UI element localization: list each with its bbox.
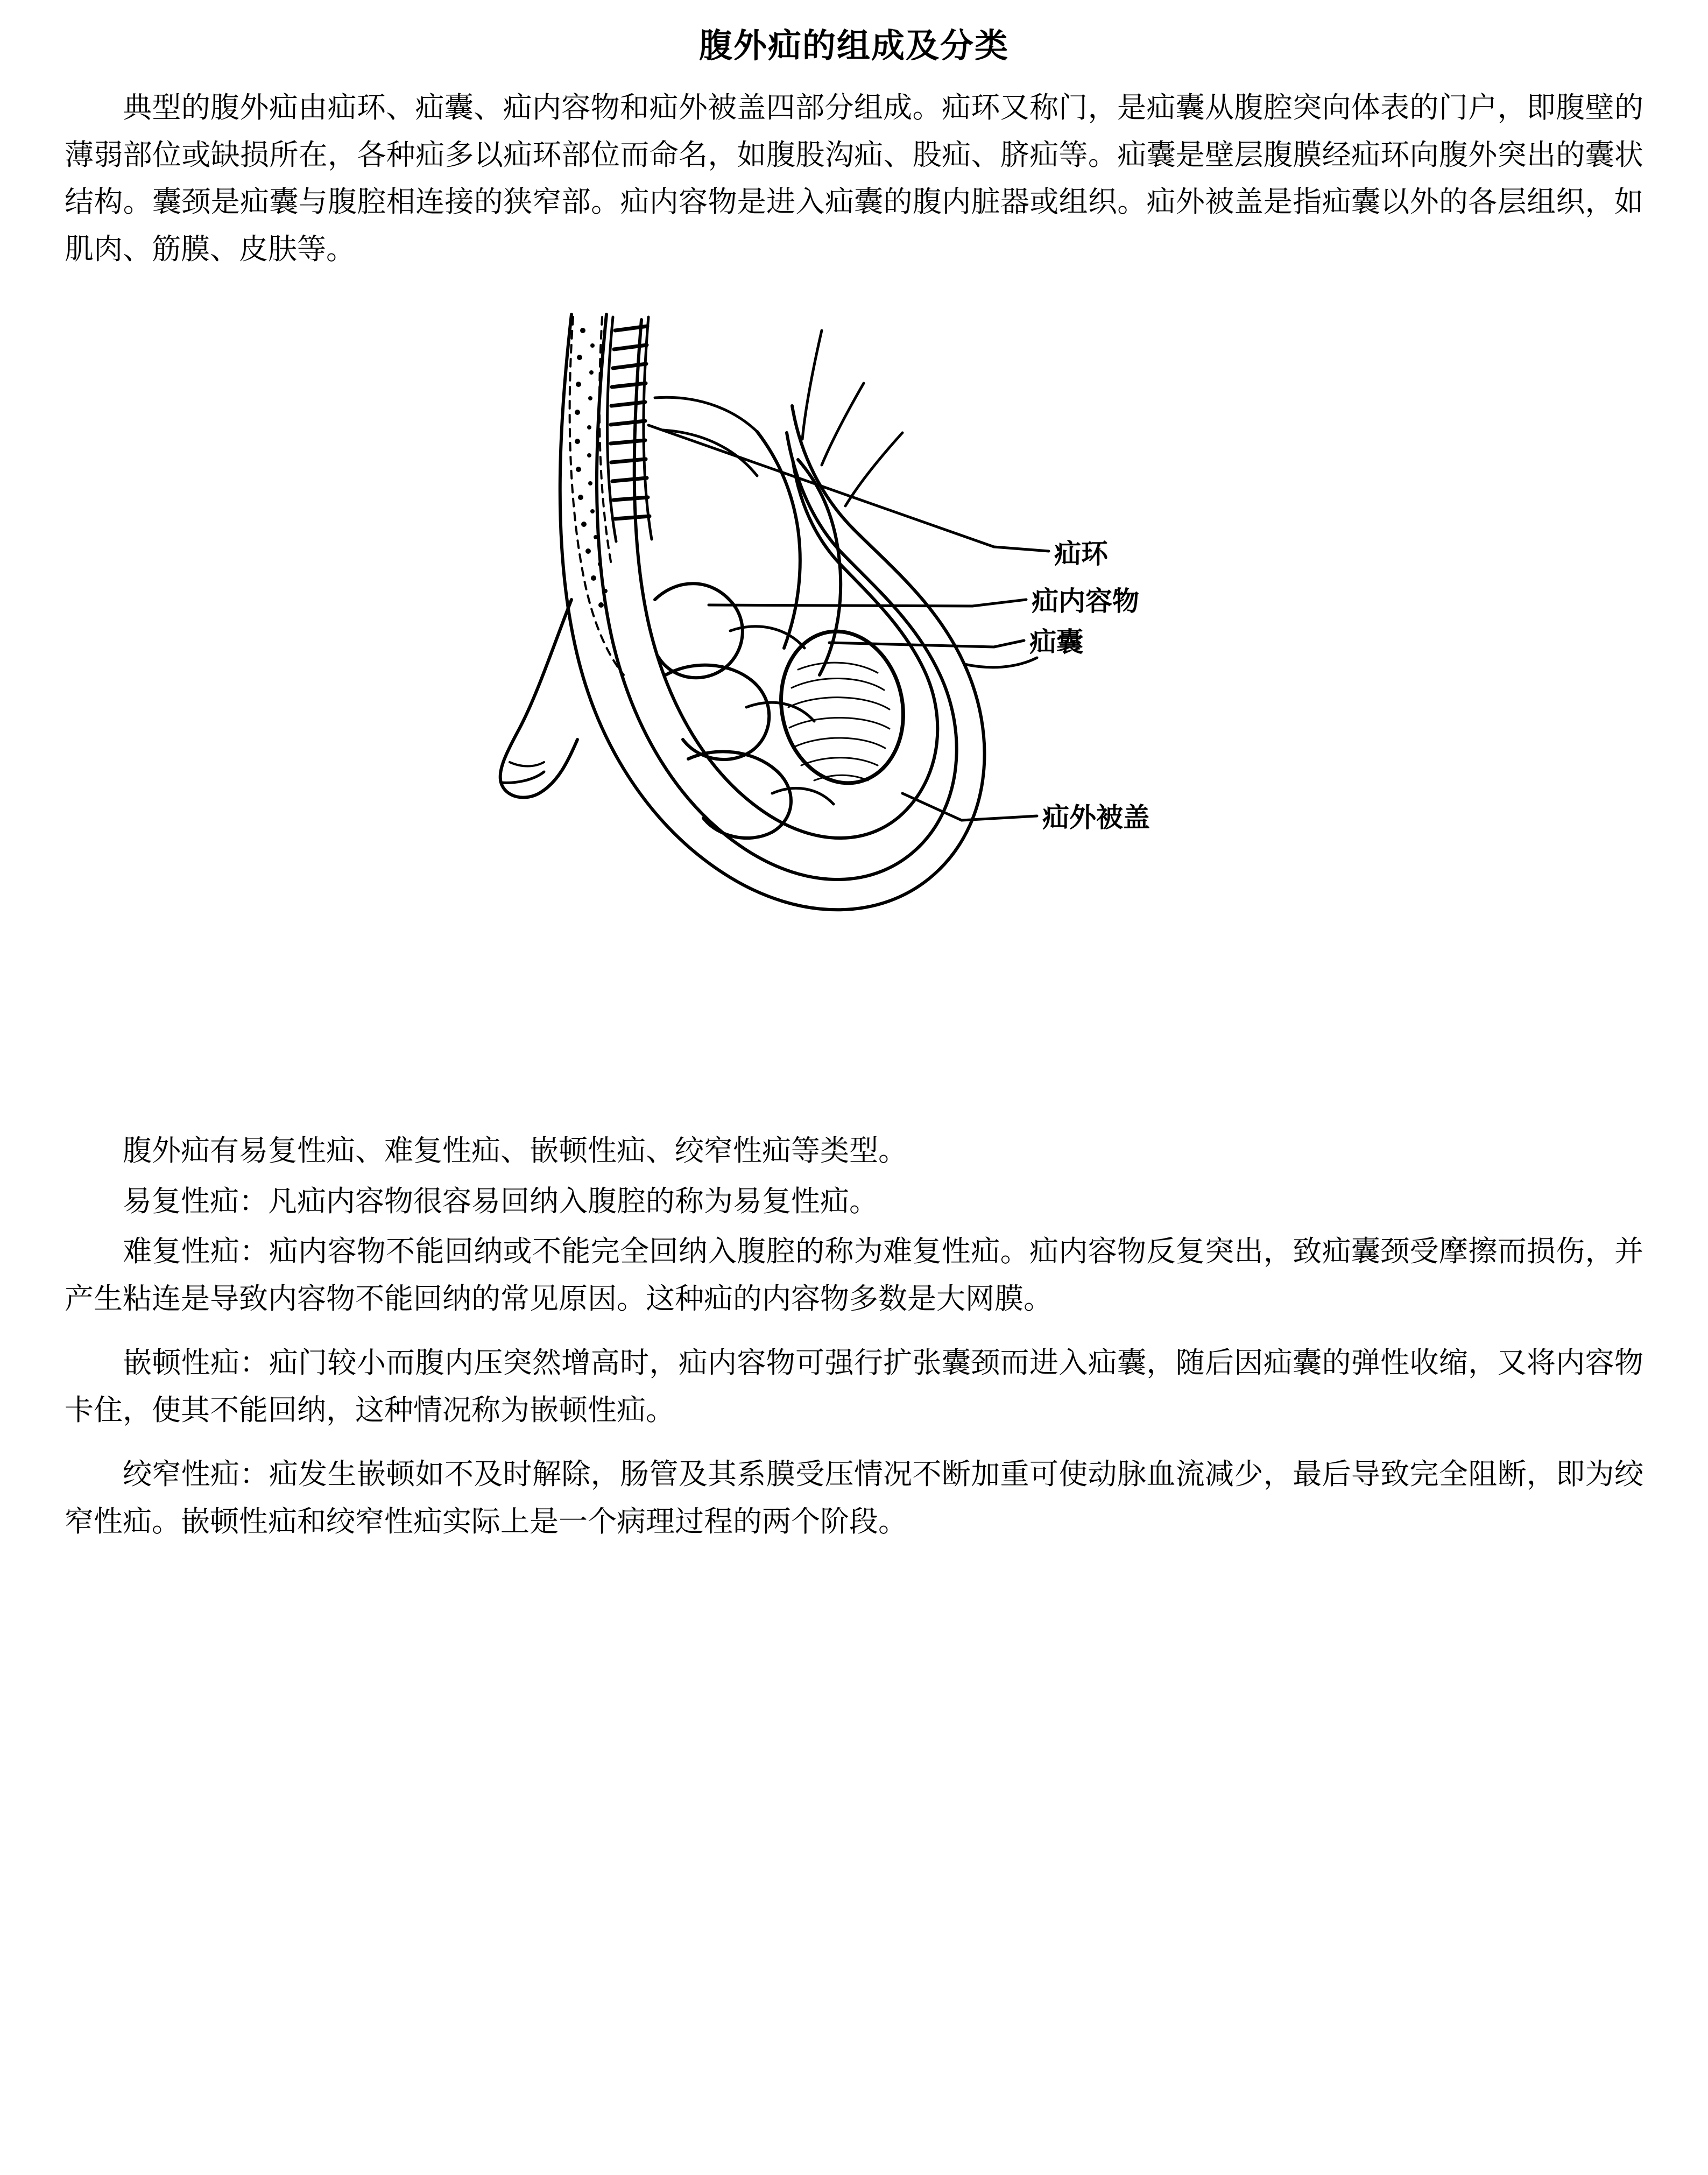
- hernia-diagram-svg: [477, 298, 1231, 1106]
- paragraph-irreducible-hernia: 难复性疝：疝内容物不能回纳或不能完全回纳入腹腔的称为难复性疝。疝内容物反复突出，致疝囊颈受摩擦而损伤，并产生粘连是导致内容物不能回纳的常见原因。这种疝的内容物多数是大网膜。: [65, 1234, 1643, 1315]
- hernia-anatomy-figure: [65, 298, 1643, 1106]
- label-hernia-ring: 疝环: [1054, 538, 1108, 570]
- label-hernia-covering: 疝外被盖: [1042, 802, 1150, 834]
- paragraph-reducible-hernia: 易复性疝：凡疝内容物很容易回纳入腹腔的称为易复性疝。: [123, 1184, 878, 1218]
- label-hernia-contents: 疝内容物: [1032, 586, 1139, 617]
- label-hernia-sac: 疝囊: [1029, 627, 1083, 658]
- paragraph-types-overview: 腹外疝有易复性疝、难复性疝、嵌顿性疝、绞窄性疝等类型。: [123, 1134, 907, 1168]
- paragraph-composition: 典型的腹外疝由疝环、疝囊、疝内容物和疝外被盖四部分组成。疝环又称门，是疝囊从腹腔突向体表的门户，即腹壁的薄弱部位或缺损所在，各种疝多以疝环部位而命名，如腹股沟疝、股疝、脐疝等。疝囊是壁层腹膜经疝环向腹外突出的囊状结构。囊颈是疝囊与腹腔相连接的狭窄部。疝内容物是进入疝囊的腹内脏器或组织。疝外被盖是指疝囊以外的各层组织，如肌肉、筋膜、皮肤等。: [65, 90, 1643, 266]
- paragraph-strangulated-hernia: 绞窄性疝：疝发生嵌顿如不及时解除，肠管及其系膜受压情况不断加重可使动脉血流减少，最后导致完全阻断，即为绞窄性疝。嵌顿性疝和绞窄性疝实际上是一个病理过程的两个阶段。: [65, 1457, 1643, 1538]
- page-title: 腹外疝的组成及分类: [698, 26, 1009, 65]
- paragraph-spacer-2: [65, 1437, 1643, 1451]
- paragraph-incarcerated-hernia: 嵌顿性疝：疝门较小而腹内压突然增高时，疝内容物可强行扩张囊颈而进入疝囊，随后因疝囊的弹性收缩，又将内容物卡住，使其不能回纳，这种情况称为嵌顿性疝。: [65, 1346, 1643, 1427]
- paragraph-spacer: [65, 1325, 1643, 1339]
